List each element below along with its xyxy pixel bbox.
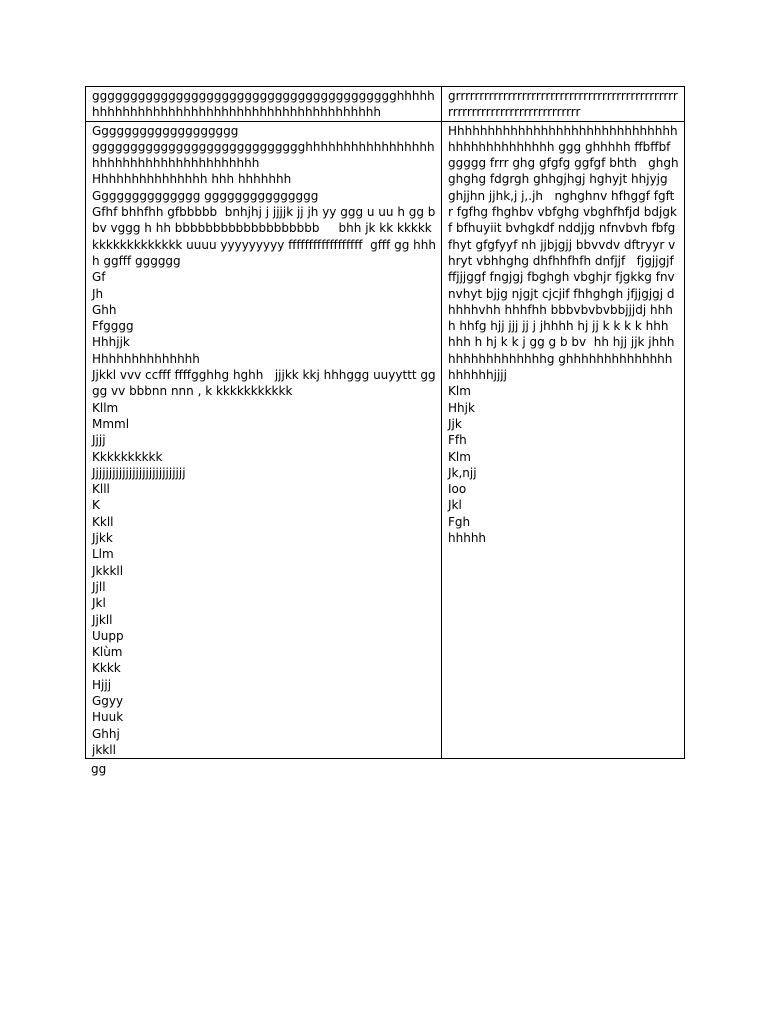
cell-line: Ghhj (92, 726, 120, 741)
cell-line: Jkl (448, 498, 462, 513)
trailing-paragraph: gg (91, 762, 107, 776)
cell-line: Ghh (92, 302, 117, 317)
cell-line: Ggggggggggggggggggg (92, 123, 239, 138)
cell-line: hhhhh (448, 531, 487, 546)
cell-line: Ioo (448, 482, 467, 497)
cell-line: Jjll (92, 579, 106, 594)
table-body-row (86, 121, 685, 759)
cell-line: Jh (92, 286, 104, 301)
cell-line: Ffh (448, 433, 467, 448)
cell-line: Gggggggggggggg ggggggggggggggg (92, 188, 319, 203)
table-cell-header-left (86, 87, 442, 122)
table-cell-body-left (86, 121, 442, 759)
cell-line: Jkkkll (92, 563, 124, 578)
cell-line: Jkl (92, 596, 106, 611)
cell-line: Jjkll (92, 612, 113, 627)
cell-line: gggggggggggggggggggggggggggghhhhhhhhhhhhhhhhhhhhhhhhhhhhhhhhhhhhhhh (92, 139, 435, 171)
cell-line: Kkkk (92, 661, 121, 676)
cell-line: Uupp (92, 628, 124, 643)
cell-line: Kkkkkkkkkk (92, 449, 163, 464)
table-cell-header-right (442, 87, 685, 122)
cell-line: Jjjjjjjjjjjjjjjjjjjjjjjjjjjj (92, 465, 186, 480)
table-cell-body-right (442, 121, 685, 759)
cell-line: Fgh (448, 514, 471, 529)
cell-line: Klùm (92, 645, 123, 660)
cell-line: Klm (448, 449, 471, 464)
cell-line: Jk,njj (448, 465, 477, 480)
cell-line: Huuk (92, 710, 124, 725)
cell-line: Hhhjjk (92, 335, 130, 350)
cell-text: grrrrrrrrrrrrrrrrrrrrrrrrrrrrrrrrrrrrrrrrrrrrrrrrrrrrrrrrrrrrrrrrrrrrrrrrrrr (448, 89, 678, 120)
cell-line: Klm (448, 384, 471, 399)
cell-line: Klll (92, 482, 110, 497)
cell-line: jkkll (92, 742, 116, 757)
cell-line: Hhjk (448, 400, 475, 415)
cell-line: Kllm (92, 400, 119, 415)
cell-line: Hhhhhhhhhhhhhhh hhh hhhhhhh (92, 172, 292, 187)
cell-line: Kkll (92, 514, 114, 529)
cell-text: gggggggggggggggggggggggggggggggggggggggghhhhhhhhhhhhhhhhhhhhhhhhhhhhhhhhhhhhhhhhhhh (92, 89, 435, 120)
cell-line: Llm (92, 547, 114, 562)
cell-line: Gfhf bhhfhh gfbbbbb bnhjhj j jjjjk jj jh yy ggg u uu h gg bbv vggg h hh bbbbbbbbbbbbbbbbbbb bhh jk kk kkkkkkkkkkkkkkkkkk uuuu yyyyyyyyy ffffffffffffffffff gfff gg hhhh ggfff gggggg (92, 205, 436, 268)
cell-line: Gf (92, 270, 106, 285)
cell-line: Jjk (448, 416, 462, 431)
document-table (85, 86, 685, 759)
cell-line: Hjjj (92, 677, 112, 692)
cell-line: Mmml (92, 416, 130, 431)
cell-line: Jjkkl vvv ccfff ffffgghhg hghh jjjkk kkj hhhggg uuyyttt gggg vv bbbnn nnn , k kkkkkkkkkkk (92, 368, 436, 399)
cell-line: Hhhhhhhhhhhhhh (92, 351, 200, 366)
cell-line: Hhhhhhhhhhhhhhhhhhhhhhhhhhhhhhhhhhhhhhhhhhhh ggg ghhhhh ffbffbf ggggg frrr ghg gfgfg ggfgf bhth ghgh ghghg fdgrgh ghhgjhgj hghyjt hhjyjg ghjjhn jjhk,j j,.jh nghghnv hfhggf fgftr fgfhg fhghbv vbfghg vbghfhfjd bdjgkf bfhuyiit bvhgkdf nddjjg nfnvbvh fbfgfhyt gfgfyyf nh jjbjgjj bbvvdv dftryyr vhryt vbhhghg dhfhhfhfh dnfjjf fjgjjgjf ffjjjggf fngjgj fbghgh vbghjr fjgkkg fnvnvhyt bjjg njgjt cjcjif fhhghgh jfjjgjgj dhhhhvhh hhhfhh bbbvbvbvbbjjjdj hhhh hhfg hjj jjj jj j jhhhh hj jj k k k k hhh hhh h hj k k j gg g b bv hh hjj jjk jhhhhhhhhhhhhhhhhg ghhhhhhhhhhhhhhhhhhhhjjjj (448, 123, 683, 383)
cell-line: Ffgggg (92, 319, 134, 334)
cell-line: Jjkk (92, 531, 113, 546)
cell-line: Ggyy (92, 693, 124, 708)
table-header-row (86, 87, 685, 122)
cell-line: Jjjj (92, 433, 106, 448)
cell-line: K (92, 498, 100, 513)
